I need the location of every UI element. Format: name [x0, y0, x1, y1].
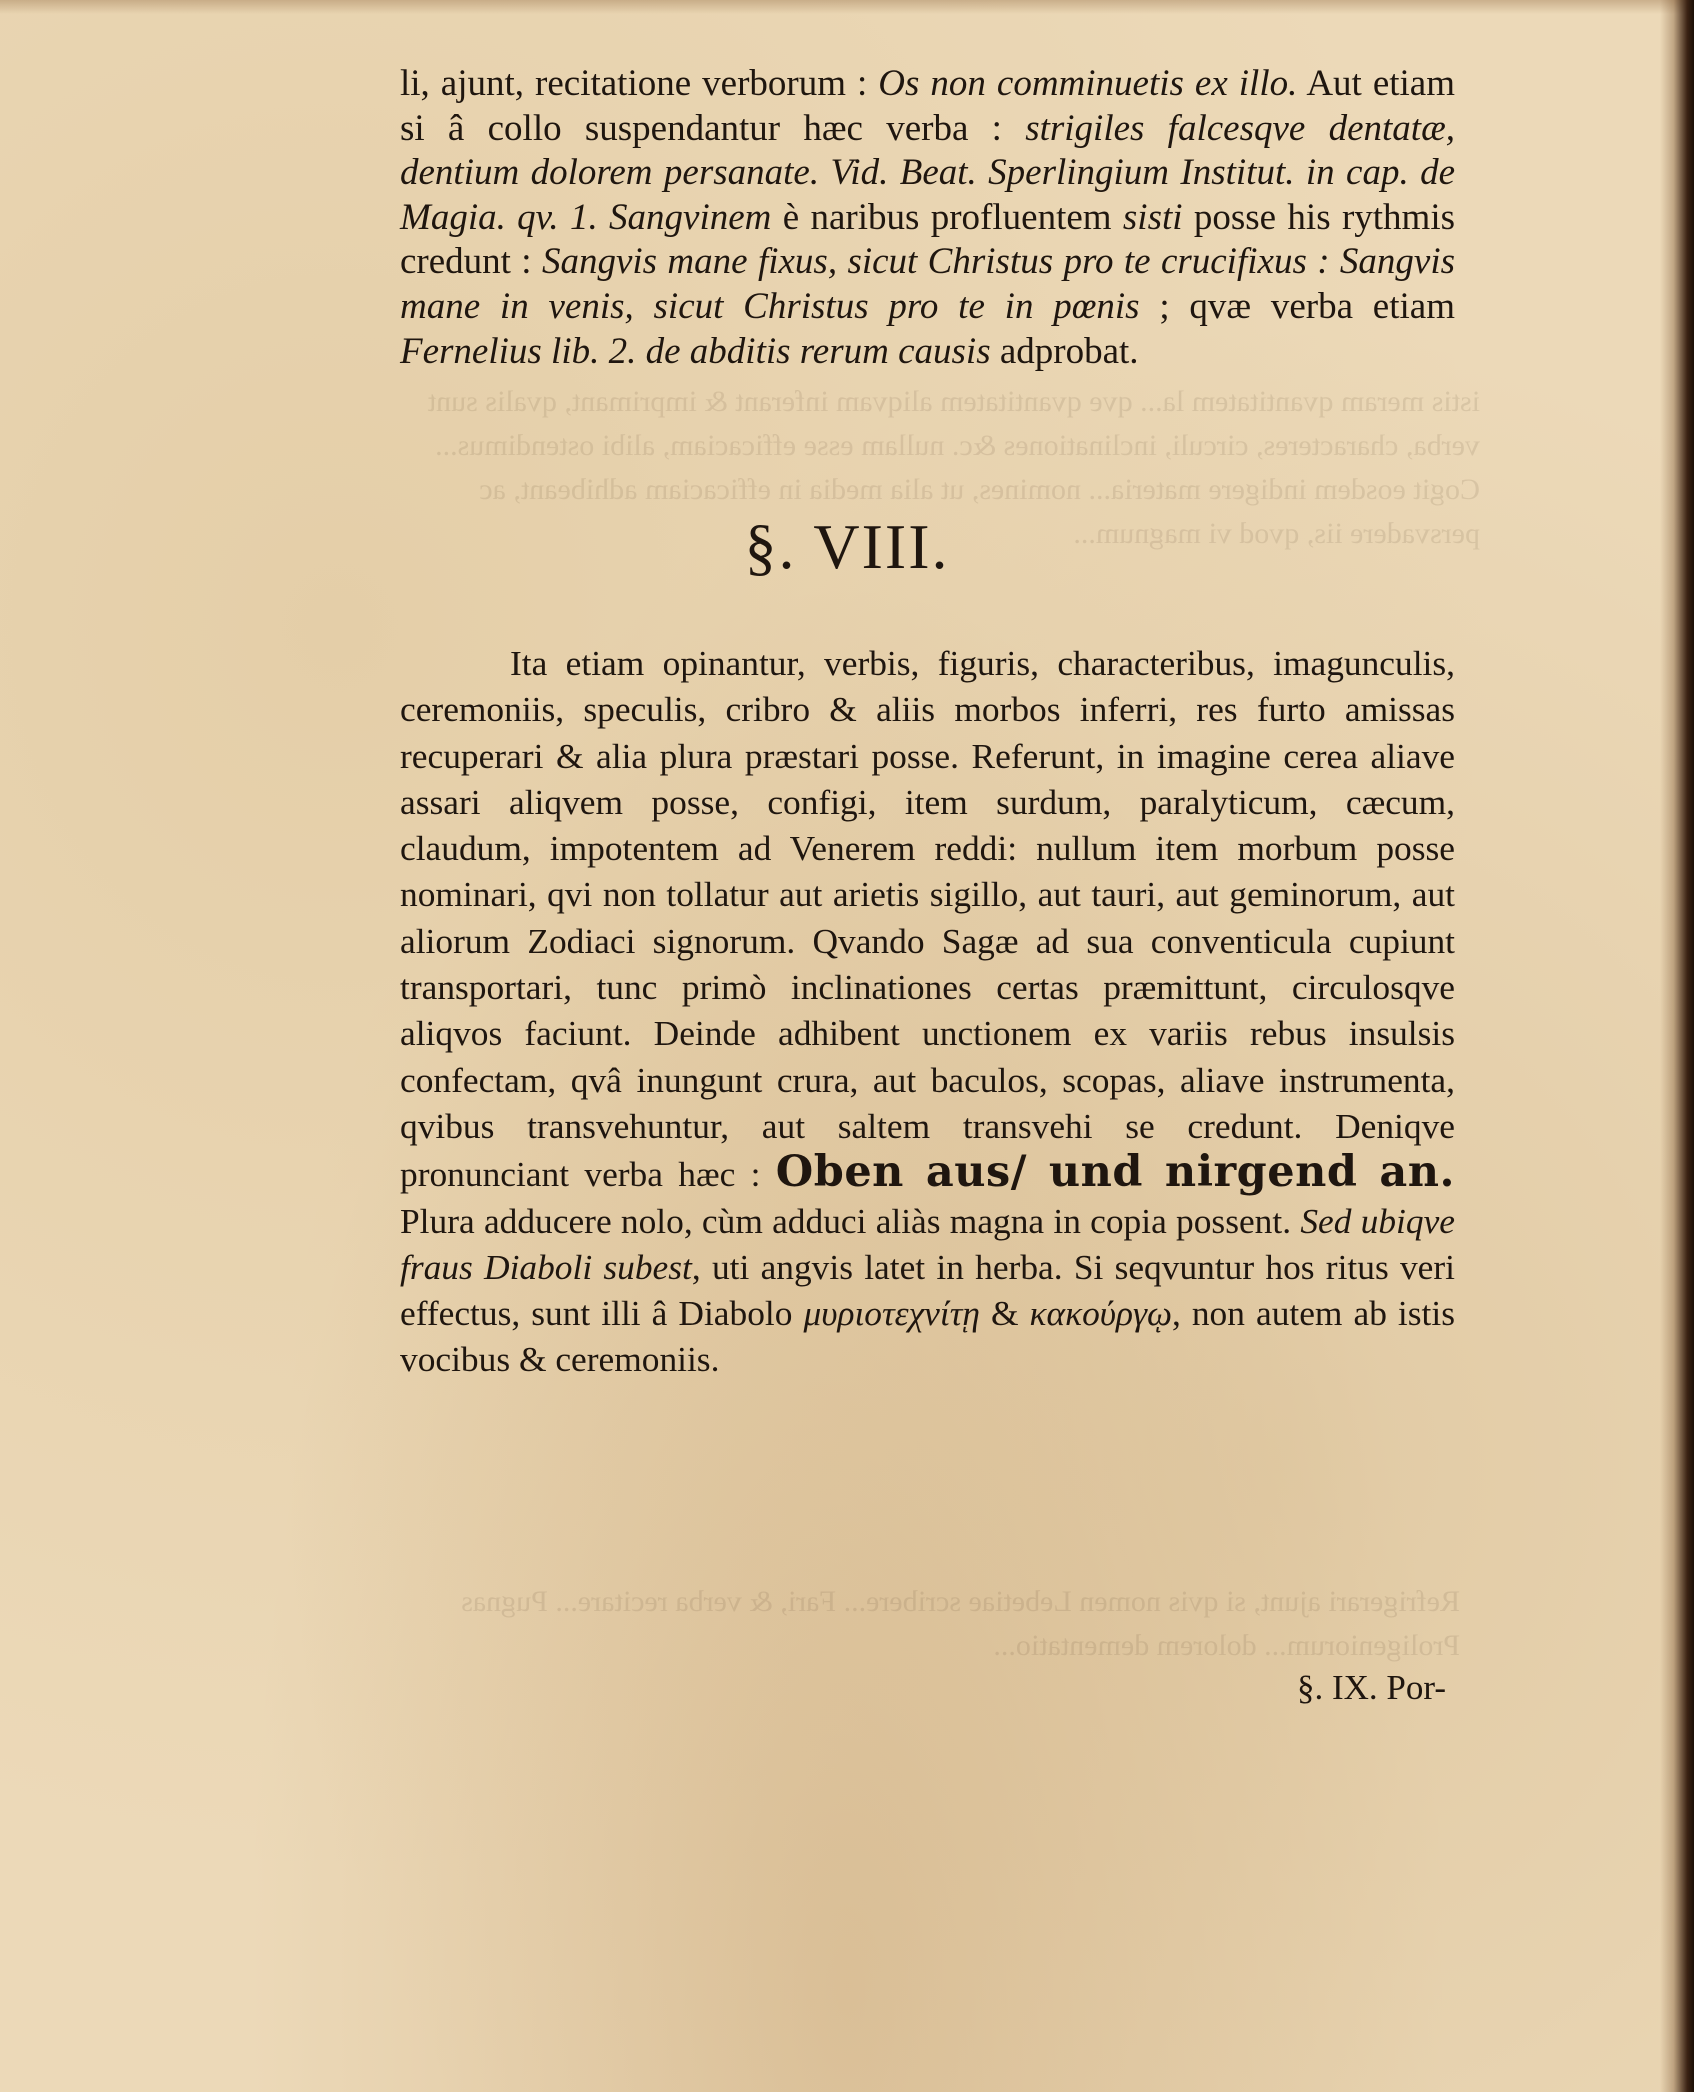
text-span: , non autem ab istis vocibus & ceremoniis. — [400, 1293, 1455, 1380]
page-edge-shadow — [1660, 0, 1694, 2092]
italic-quote: Os non comminuetis ex illo. — [878, 63, 1298, 104]
text-span: , uti angvis latet in herba. Si seqvuntur hos ritus veri effectus, sunt illi â Diabolo — [400, 1246, 1455, 1334]
show-through-text-lower: Refrigerari ajunt, si qvis nomen Lebetiae scribere... Fari, & verba recitare... Pugnas Proligeniorum... dolorem dementatio... — [453, 1585, 1460, 1662]
italic-quote: Sed ubiqve fraus Diaboli subest — [400, 1200, 1455, 1287]
greek-word: κακούργῳ — [1029, 1293, 1172, 1334]
text-span: Aut etiam si â collo suspendantur hæc verba : — [400, 63, 1456, 149]
italic-quote: Sangvis mane fixus, sicut Christus pro te crucifixus : Sangvis mane in venis, sicut Christus pro te in pœnis — [400, 241, 1455, 327]
page-top-shadow — [0, 0, 1694, 14]
italic-citation: Fernelius lib. 2. de abditis rerum causis — [400, 330, 991, 372]
section-heading: §. VIII. — [744, 511, 950, 582]
catchword: §. IX. Por- — [1296, 1668, 1446, 1707]
text-span: Ita etiam opinantur, verbis, figuris, characteribus, imagunculis, ceremoniis, speculis, cribro & aliis morbos inferri, res furto amissas recuperari & alia plura præstari posse. Referunt, in imagine cerea aliave assari aliqvem posse, configi, item surdum, paralyticum, cæcum, claudum, impotentem ad Venerem reddi: nullum item morbum posse nominari, qvi non tollatur aut arietis sigillo, aut tauri, aut geminorum, aut aliorum Zodiaci signorum. Qvando Sagæ ad sua conventicula cupiunt transportari, tunc primò inclinationes certas præmittunt, circulosqve aliqvos faciunt. Deinde adhibent unctionem ex variis rebus insulsis confectam, qvâ inungunt crura, aut baculos, scopas, aliave instrumenta, qvibus transvehuntur, aut saltem transvehi se credunt. Deniqve pronunciant verba hæc : — [400, 643, 1455, 1195]
text-span: li, ajunt, recitatione verborum : — [400, 63, 879, 104]
text-span: posse his rythmis credunt : — [400, 196, 1456, 283]
greek-word: μυριοτεχνίτῃ — [803, 1293, 980, 1334]
top-paragraph — [400, 62, 1455, 374]
italic-word: sisti — [1122, 196, 1183, 238]
main-paragraph — [400, 640, 1455, 1383]
text-span: adprobat. — [990, 330, 1139, 372]
german-phrase: Oben aus/ und nirgend an. — [775, 1147, 1455, 1198]
text-span: ; qvæ verba etiam — [1139, 285, 1455, 327]
text-span: & — [979, 1293, 1030, 1334]
italic-quote: strigiles falcesqve dentatæ, dentium dolorem persanate. Vid. Beat. Sperlingium Institut. in cap. de Magia. qv. 1. Sangvinem — [400, 107, 1456, 238]
show-through-text: istis meram qvantitatem la... qve qvantitatem aliqvam inferant & imprimant, qvalis sunt verba, characteres, circuli, inclinationes &c. nullam esse efficaciam, alibi ostendimus... Cogit eosdem indigere materia... nomines, ut alia media in efficaciam adhibeant, ac persvadere iis, qvod vi magnum... — [420, 385, 1480, 550]
text-span: è naribus profluentem — [771, 196, 1123, 238]
text-span: Plura adducere nolo, cùm adduci aliàs magna in copia possent. — [400, 1200, 1301, 1241]
